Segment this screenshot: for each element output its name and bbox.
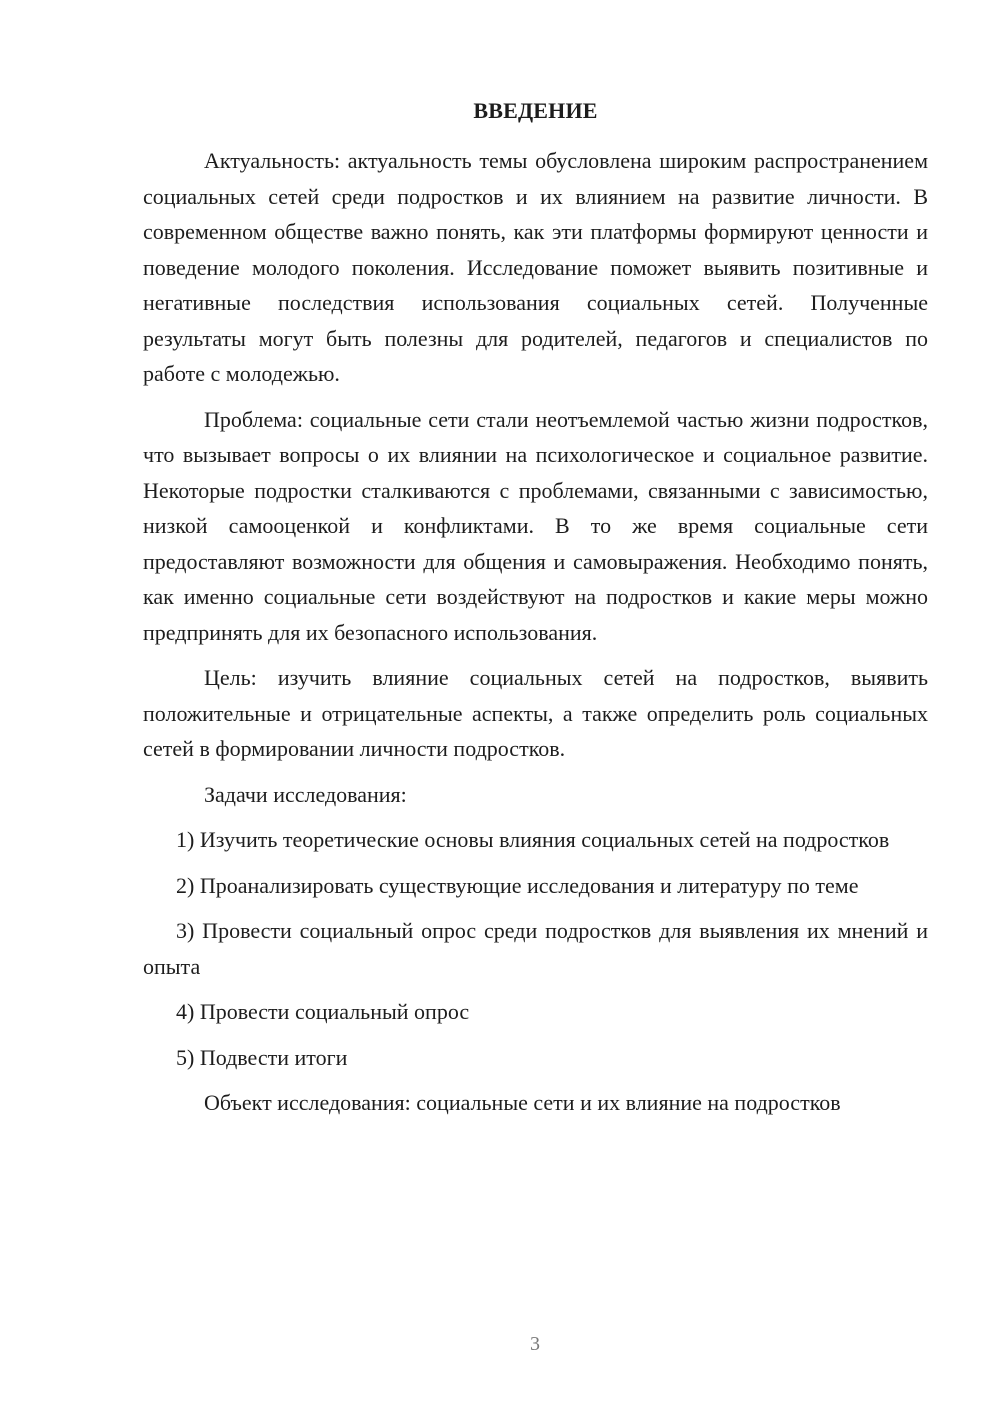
relevance-paragraph: Актуальность: актуальность темы обусловлена широким распространением социальных сетей среди подростков и их влиянием на развитие личности. В современном обществе важно понять, как эти платформы формируют ценности и поведение молодого поколения. Исследование поможет выявить позитивные и негативные последствия использования социальных сетей. Полученные результаты могут быть полезны для родителей, педагогов и специалистов по работе с молодежью.: [143, 148, 928, 386]
task-item-5: 5) Подвести итоги: [176, 1044, 348, 1070]
tasks-title: Задачи исследования:: [204, 781, 407, 807]
section-heading: ВВЕДЕНИЕ: [473, 98, 598, 123]
problem-paragraph: Проблема: социальные сети стали неотъемлемой частью жизни подростков, что вызывает вопросы о их влиянии на психологическое и социальное развитие. Некоторые подростки сталкиваются с проблемами, связанными с зависимостью, низкой самооценкой и конфликтами. В то же время социальные сети предоставляют возможности для общения и самовыражения. Необходимо понять, как именно социальные сети воздействуют на подростков и какие меры можно предпринять для их безопасного использования.: [143, 406, 928, 645]
task-item-1: 1) Изучить теоретические основы влияния социальных сетей на подростков: [176, 827, 890, 852]
page-number: 3: [530, 1333, 540, 1355]
research-object-paragraph: Объект исследования: социальные сети и их влияние на подростков: [204, 1090, 841, 1115]
task-item-2: 2) Проанализировать существующие исследования и литературу по теме: [176, 872, 859, 898]
goal-paragraph: Цель: изучить влияние социальных сетей на подростков, выявить положительные и отрицательные аспекты, а также определить роль социальных сетей в формировании личности подростков.: [143, 665, 928, 761]
page-content: [143, 95, 928, 1121]
task-item-3: 3) Провести социальный опрос среди подростков для выявления их мнений и опыта: [143, 918, 928, 979]
task-item-4: 4) Провести социальный опрос: [176, 999, 470, 1024]
